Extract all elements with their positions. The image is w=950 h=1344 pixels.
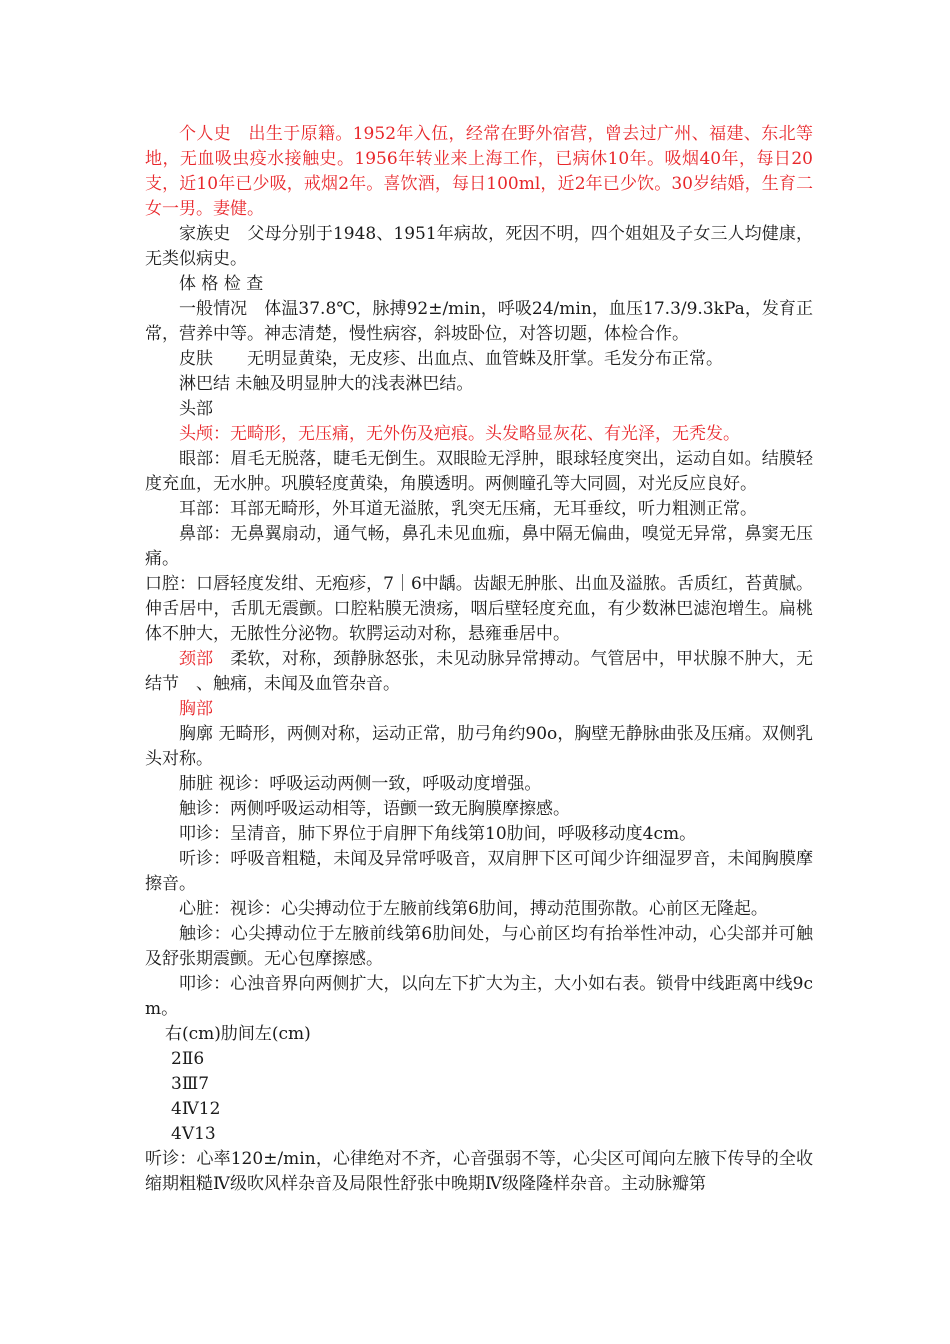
heart-inspection-paragraph: 心脏：视诊：心尖搏动位于左腋前线第6肋间，搏动范围弥散。心前区无隆起。 — [179, 899, 768, 919]
eyes-paragraph: 眼部：眉毛无脱落，睫毛无倒生。双眼睑无浮肿，眼球轻度突出，运动自如。结膜轻度充血，无水肿。巩膜轻度黄染，角膜透明。两侧瞳孔等大同圆，对光反应良好。 — [145, 449, 813, 494]
document-page — [145, 122, 813, 1197]
heart-palpation-paragraph: 触诊：心尖搏动位于左腋前线第6肋间处，与心前区均有抬举性冲动，心尖部并可触及舒张期震颤。无心包摩擦感。 — [145, 924, 813, 969]
chest-heading: 胸部 — [179, 699, 213, 719]
neck-text: 柔软，对称，颈静脉怒张，未见动脉异常搏动。气管居中，甲状腺不肿大，无结节 、触痛，未闻及血管杂音。 — [145, 649, 814, 694]
personal-history-paragraph: 个人史 出生于原籍。1952年入伍，经常在野外宿营，曾去过广州、福建、东北等地，无血吸虫疫水接触史。1956年转业来上海工作，已病休10年。吸烟40年，每日20支，近10年已少吸，戒烟2年。喜饮酒，每日100ml，近2年已少饮。30岁结婚，生育二女一男。妻健。 — [145, 124, 813, 219]
nose-paragraph: 鼻部：无鼻翼扇动，通气畅，鼻孔未见血痂，鼻中隔无偏曲，嗅觉无异常，鼻窦无压痛。 — [145, 524, 813, 569]
percussion-table-row: 4Ⅴ13 — [171, 1124, 216, 1144]
mouth-paragraph: 口腔：口唇轻度发绀、无疱疹，7｜6中龋。齿龈无肿胀、出血及溢脓。舌质红，苔黄腻。伸舌居中，舌肌无震颤。口腔粘膜无溃疡，咽后壁轻度充血，有少数淋巴滤泡增生。扁桃体不肿大，无脓性分泌物。软腭运动对称，悬雍垂居中。 — [145, 574, 813, 644]
lung-auscultation-paragraph: 听诊：呼吸音粗糙，未闻及异常呼吸音，双肩胛下区可闻少许细湿罗音，未闻胸膜摩擦音。 — [145, 849, 813, 894]
skull-paragraph: 头颅：无畸形，无压痛，无外伤及疤痕。头发略显灰花、有光泽，无秃发。 — [179, 424, 740, 444]
family-history-paragraph: 家族史 父母分别于1948、1951年病故，死因不明，四个姐姐及子女三人均健康，无类似病史。 — [145, 224, 813, 269]
lymph-nodes-paragraph: 淋巴结 未触及明显肿大的浅表淋巴结。 — [179, 374, 474, 394]
neck-paragraph — [145, 647, 813, 697]
percussion-table-row: 2Ⅱ6 — [171, 1049, 205, 1069]
ears-paragraph: 耳部：耳部无畸形，外耳道无溢脓，乳突无压痛，无耳垂纹，听力粗测正常。 — [179, 499, 757, 519]
percussion-table-row: 4Ⅳ12 — [171, 1099, 221, 1119]
lung-palpation-paragraph: 触诊：两侧呼吸运动相等，语颤一致无胸膜摩擦感。 — [179, 799, 570, 819]
heart-percussion-paragraph: 叩诊：心浊音界向两侧扩大，以向左下扩大为主，大小如右表。锁骨中线距离中线9cm。 — [145, 974, 813, 1019]
heart-auscultation-paragraph: 听诊：心率120±/min，心律绝对不齐，心音强弱不等，心尖区可闻向左腋下传导的全收缩期粗糙Ⅳ级吹风样杂音及局限性舒张中晚期Ⅳ级隆隆样杂音。主动脉瓣第 — [145, 1149, 813, 1194]
physical-exam-heading: 体 格 检 查 — [179, 274, 264, 294]
percussion-table-row: 3Ⅲ7 — [171, 1074, 210, 1094]
head-heading: 头部 — [179, 399, 213, 419]
lung-percussion-paragraph: 叩诊：呈清音，肺下界位于肩胛下角线第10肋间，呼吸移动度4cm。 — [179, 824, 697, 844]
general-condition-paragraph: 一般情况 体温37.8℃，脉搏92±/min，呼吸24/min，血压17.3/9.3kPa，发育正常，营养中等。神志清楚，慢性病容，斜坡卧位，对答切题，体检合作。 — [145, 299, 813, 344]
skin-paragraph: 皮肤 无明显黄染，无皮疹、出血点、血管蛛及肝掌。毛发分布正常。 — [179, 349, 723, 369]
percussion-table-header: 右(cm)肋间左(cm) — [165, 1024, 311, 1044]
neck-label: 颈部 — [179, 649, 214, 669]
thorax-paragraph: 胸廓 无畸形，两侧对称，运动正常，肋弓角约90o，胸壁无静脉曲张及压痛。双侧乳头对称。 — [145, 724, 813, 769]
lung-inspection-paragraph: 肺脏 视诊：呼吸运动两侧一致，呼吸动度增强。 — [179, 774, 542, 794]
